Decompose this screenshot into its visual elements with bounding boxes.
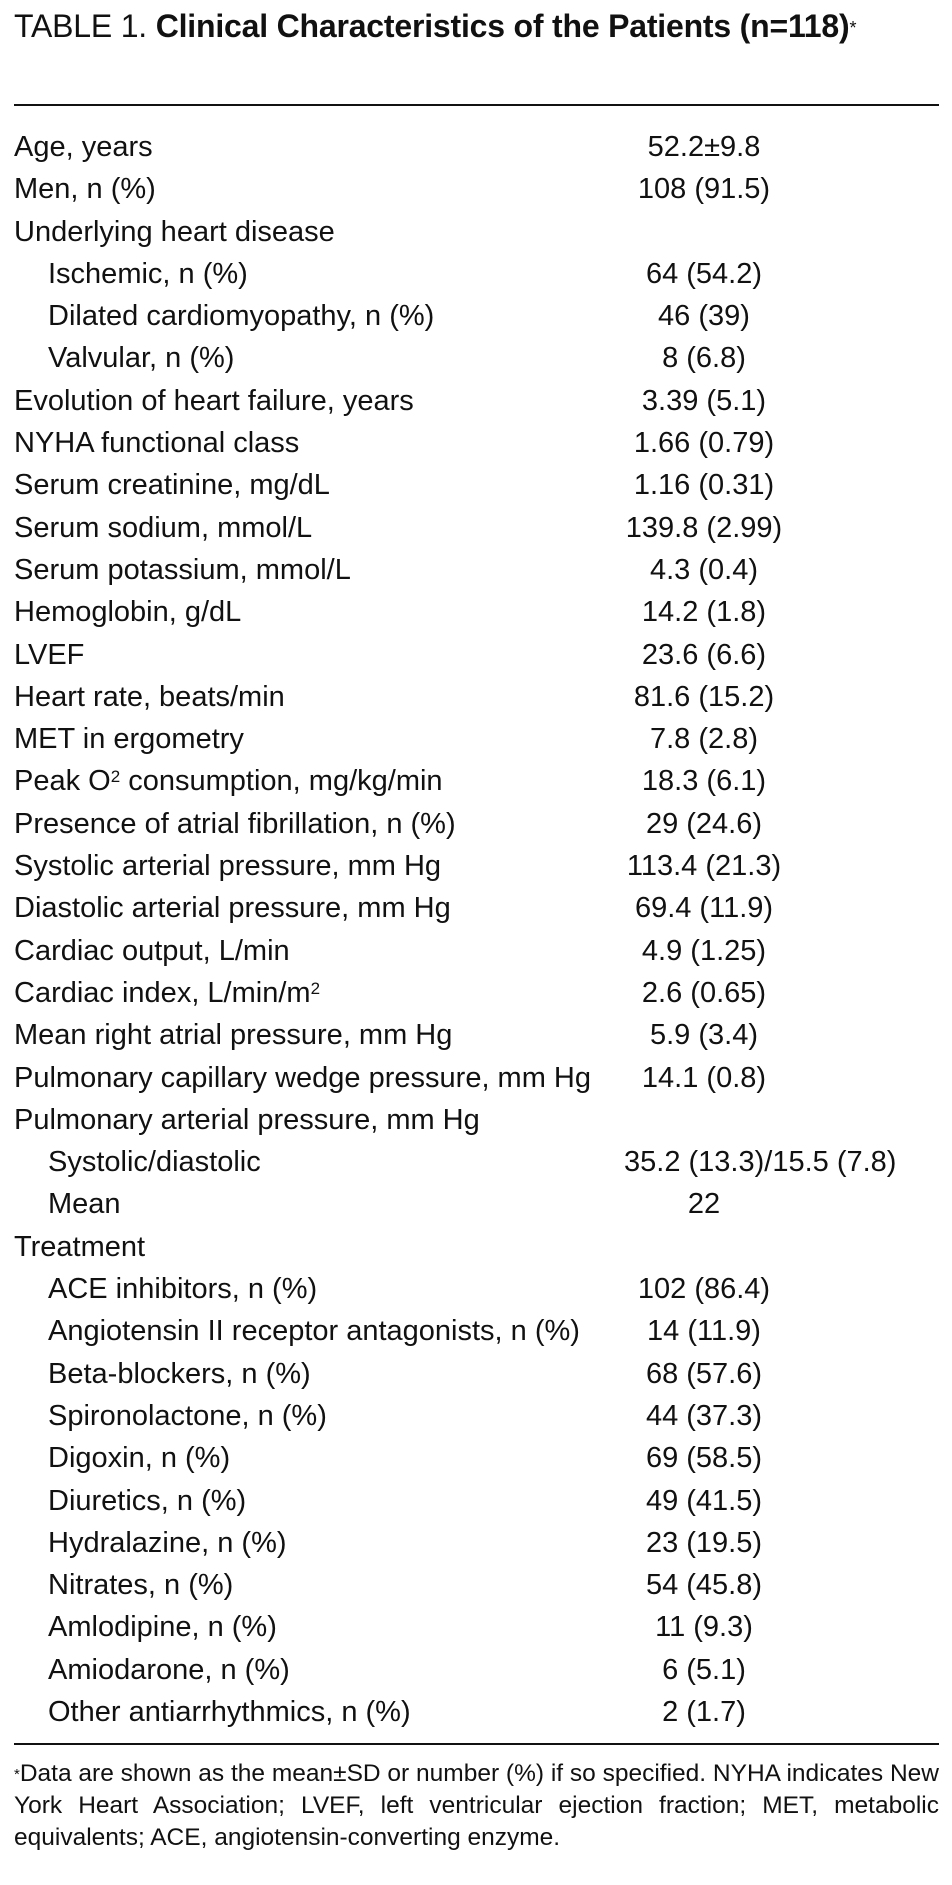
table-row: [14, 1226, 939, 1268]
row-value: 7.8 (2.8): [650, 723, 758, 756]
row-label: [48, 253, 248, 295]
row-label-text: Diastolic arterial pressure, mm Hg: [14, 892, 451, 925]
table-row: [14, 1057, 939, 1099]
row-label: [48, 1353, 311, 1395]
row-label: [14, 760, 443, 802]
table-row: [14, 1480, 939, 1522]
row-label-text: Beta-blockers, n (%): [48, 1357, 311, 1390]
table-row: [14, 1606, 939, 1648]
row-value: 64 (54.2): [645, 257, 763, 290]
row-value: 6 (5.1): [662, 1653, 746, 1686]
row-value: 2.6 (0.65): [641, 976, 767, 1009]
row-label-text: Mean: [48, 1188, 121, 1221]
table-row: [14, 337, 939, 379]
row-label-text: Hydralazine, n (%): [48, 1526, 287, 1559]
table-row: [14, 718, 939, 760]
table-row: [14, 591, 939, 633]
table-label: TABLE 1.: [14, 8, 147, 44]
table-document: [14, 6, 939, 1851]
row-label: [48, 1606, 277, 1648]
row-value: 23 (19.5): [645, 1526, 763, 1559]
row-value: 102 (86.4): [637, 1273, 771, 1306]
row-value: 4.3 (0.4): [650, 553, 758, 586]
row-label-text: Evolution of heart failure, years: [14, 384, 414, 417]
row-value: 113.4 (21.3): [626, 850, 782, 883]
row-label-text: Amiodarone, n (%): [48, 1653, 290, 1686]
footnote-marker: *: [14, 1766, 20, 1783]
row-label: [48, 1395, 327, 1437]
row-label-text: Age, years: [14, 131, 153, 163]
row-label-text: Systolic arterial pressure, mm Hg: [14, 850, 442, 883]
row-value: 4.9 (1.25): [641, 934, 767, 967]
row-label-text: Hemoglobin, g/dL: [14, 596, 242, 629]
table-row: [14, 634, 939, 676]
table-row: [14, 1310, 939, 1352]
row-value: 1.66 (0.79): [633, 427, 775, 460]
row-label: [48, 1522, 287, 1564]
row-label-superscript: 2: [110, 767, 121, 787]
row-label-text: Serum potassium, mmol/L: [14, 553, 351, 586]
row-label-text: Cardiac index, L/min/m: [14, 976, 311, 1009]
row-value: 1.16 (0.31): [633, 469, 775, 502]
row-value: 69.4 (11.9): [634, 892, 774, 925]
table-row: [14, 211, 939, 253]
row-value: 3.39 (5.1): [641, 384, 767, 417]
table-row: [14, 1183, 939, 1225]
row-label-text: Treatment: [14, 1230, 146, 1263]
row-label: [48, 1691, 411, 1733]
row-label: [48, 1141, 261, 1183]
row-label: [14, 126, 153, 168]
row-label-text: MET in ergometry: [14, 723, 244, 756]
row-value: 81.6 (15.2): [633, 680, 775, 713]
table-row: [14, 972, 939, 1014]
row-label: [14, 634, 84, 676]
row-value: 54 (45.8): [645, 1569, 763, 1602]
table-title: [14, 6, 939, 47]
row-value: 69 (58.5): [645, 1442, 763, 1475]
row-value: 5.9 (3.4): [650, 1019, 758, 1052]
row-label-text: Underlying heart disease: [14, 215, 335, 248]
row-value: 52.2±9.8: [647, 131, 761, 163]
table-row: [14, 253, 939, 295]
row-label: [14, 930, 290, 972]
row-value: 18.3 (6.1): [641, 765, 767, 798]
row-label: [14, 676, 285, 718]
row-value: 139.8 (2.99): [625, 511, 783, 544]
row-label: [48, 295, 434, 337]
table-row: [14, 1141, 939, 1183]
row-value: 108 (91.5): [637, 173, 771, 206]
row-label: [14, 1014, 452, 1056]
row-label-text: Serum sodium, mmol/L: [14, 511, 313, 544]
row-label-text: Cardiac output, L/min: [14, 934, 290, 967]
row-label: [14, 507, 312, 549]
row-value: 68 (57.6): [645, 1357, 763, 1390]
row-label-text: Angiotensin II receptor antagonists, n (%): [48, 1315, 580, 1348]
row-label-text: Heart rate, beats/min: [14, 680, 285, 713]
row-label: [14, 887, 451, 929]
row-value: 2 (1.7): [662, 1695, 746, 1728]
table-row: [14, 549, 939, 591]
row-value: 46 (39): [658, 300, 750, 333]
row-label: [14, 718, 244, 760]
table-row: [14, 295, 939, 337]
bottom-rule: [14, 1743, 939, 1745]
row-label-text: Mean right atrial pressure, mm Hg: [14, 1019, 453, 1052]
row-label: [14, 1057, 591, 1099]
row-label: [14, 422, 299, 464]
row-label: [48, 1480, 246, 1522]
row-label: [48, 1310, 580, 1352]
table-row: [14, 1522, 939, 1564]
row-value: 14 (11.9): [647, 1315, 761, 1348]
row-label-text: Spironolactone, n (%): [48, 1399, 327, 1432]
table-row: [14, 1014, 939, 1056]
table-row: [14, 1437, 939, 1479]
row-label-text: Nitrates, n (%): [48, 1569, 234, 1602]
row-label-text: Other antiarrhythmics, n (%): [48, 1695, 411, 1728]
row-label: [14, 972, 320, 1014]
table-row: [14, 168, 939, 210]
footnote-text: Data are shown as the mean±SD or number (%) if so specified. NYHA indicates New York Heart Association; LVEF, left ventricular ejection fraction; MET, metabolic equivalents; ACE, angiotensin-converting enzyme.: [14, 1760, 939, 1851]
table-row: [14, 126, 939, 168]
row-label: [14, 1099, 480, 1141]
row-label: [14, 803, 456, 845]
row-value: 49 (41.5): [645, 1484, 763, 1517]
row-label-text: Digoxin, n (%): [48, 1442, 231, 1475]
title-footnote-marker: *: [849, 18, 857, 38]
row-value: 23.6 (6.6): [641, 638, 767, 671]
row-label: [14, 591, 241, 633]
row-label-text: LVEF: [14, 638, 85, 671]
table-row: [14, 1691, 939, 1733]
table-row: [14, 1268, 939, 1310]
table-row: [14, 930, 939, 972]
row-value: 44 (37.3): [645, 1399, 763, 1432]
row-label: [48, 1183, 121, 1225]
row-label-text: Diuretics, n (%): [48, 1484, 247, 1517]
row-label: [14, 380, 414, 422]
table-row: [14, 1395, 939, 1437]
table-row: [14, 1099, 939, 1141]
row-label: [48, 1649, 290, 1691]
row-value: 29 (24.6): [645, 807, 763, 840]
row-label-text: Amlodipine, n (%): [48, 1611, 277, 1644]
table-row: [14, 464, 939, 506]
table-row: [14, 1564, 939, 1606]
row-label-text: Presence of atrial fibrillation, n (%): [14, 807, 456, 840]
row-label-text: Pulmonary capillary wedge pressure, mm Hg: [14, 1061, 591, 1094]
row-label-text: Ischemic, n (%): [48, 257, 248, 290]
table-row: [14, 1649, 939, 1691]
row-label-text: Men, n (%): [14, 173, 156, 206]
row-label-text: Peak O: [14, 765, 111, 798]
row-label: [48, 337, 234, 379]
table-footnote: [14, 1758, 939, 1854]
row-label: [14, 1226, 145, 1268]
table-row: [14, 845, 939, 887]
row-label-superscript: 2: [310, 978, 321, 998]
row-value: 35.2 (13.3)/15.5 (7.8): [624, 1146, 897, 1179]
top-rule: [14, 104, 939, 106]
row-label: [14, 845, 441, 887]
table-title-text: Clinical Characteristics of the Patients (n=118): [155, 8, 850, 44]
table-row: [14, 380, 939, 422]
row-label: [48, 1437, 230, 1479]
table-body: [14, 126, 939, 1733]
row-label: [14, 168, 156, 210]
row-label: [14, 211, 335, 253]
row-label-text: Pulmonary arterial pressure, mm Hg: [14, 1103, 480, 1136]
row-label: [14, 464, 330, 506]
row-label-text: Systolic/diastolic: [48, 1146, 261, 1179]
table-row: [14, 1353, 939, 1395]
row-label-text: Serum creatinine, mg/dL: [14, 469, 330, 502]
row-label-text: Dilated cardiomyopathy, n (%): [48, 300, 435, 333]
row-label: [48, 1564, 233, 1606]
table-row: [14, 507, 939, 549]
table-row: [14, 760, 939, 802]
row-label-text-after: consumption, mg/kg/min: [120, 765, 443, 798]
table-row: [14, 803, 939, 845]
row-value: 8 (6.8): [662, 342, 746, 375]
row-label-text: Valvular, n (%): [48, 342, 235, 375]
row-value: 22: [687, 1188, 721, 1221]
table-row: [14, 676, 939, 718]
row-value: 11 (9.3): [655, 1611, 753, 1644]
table-row: [14, 422, 939, 464]
row-value: 14.2 (1.8): [641, 596, 767, 629]
row-label-text: NYHA functional class: [14, 427, 300, 460]
table-row: [14, 887, 939, 929]
row-value: 14.1 (0.8): [641, 1061, 767, 1094]
row-label: [14, 549, 351, 591]
row-label: [48, 1268, 317, 1310]
row-label-text: ACE inhibitors, n (%): [48, 1273, 318, 1306]
